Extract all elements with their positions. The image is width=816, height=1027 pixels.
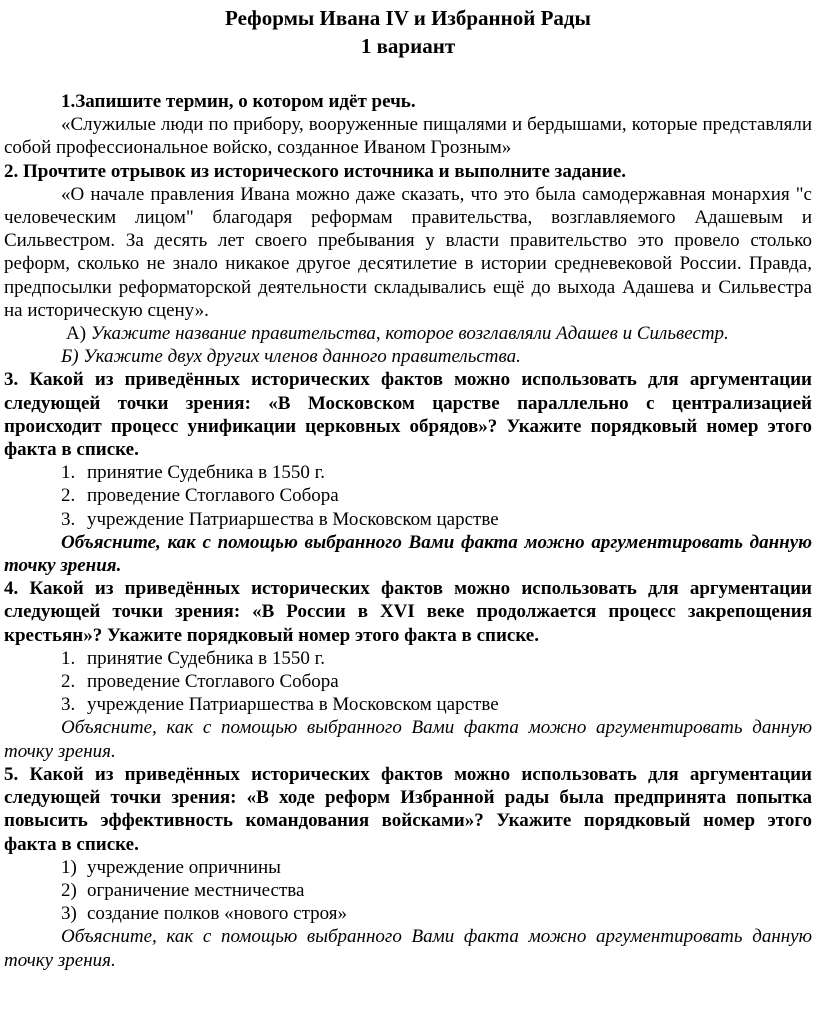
list-item-number: 1. <box>61 647 76 669</box>
list-item <box>4 670 812 693</box>
list-item-number: 1) <box>61 856 77 878</box>
q3-explain: Объясните, как с помощью выбранного Вами факта можно аргументировать данную точку зрения. <box>4 531 812 577</box>
list-item-text: ограничение местничества <box>87 879 305 901</box>
list-item-text: принятие Судебника в 1550 г. <box>87 647 326 669</box>
q4-heading: 4. Какой из приведённых исторических фактов можно использовать для аргументации следующей точки зрения: «В России в XVI веке продолжается процесс закрепощения крестьян»? Укажите порядковый номер этого факта в списке. <box>4 578 812 646</box>
q5-heading: 5. Какой из приведённых исторических фактов можно использовать для аргументации следующей точки зрения: «В ходе реформ Избранной рады была предпринята попытка повысить эффективность командования войсками»? Укажите порядковый номер этого факта в списке. <box>4 763 812 855</box>
list-item-number: 3. <box>61 694 76 716</box>
list-item-text: проведение Стоглавого Собора <box>87 485 339 507</box>
list-item-number: 3) <box>61 903 77 925</box>
list-item-text: учреждение опричнины <box>87 856 281 878</box>
q1-text: «Служилые люди по прибору, вооруженные пищалями и бердышами, которые представляли собой профессиональное войско, созданное Иваном Грозным» <box>4 114 812 159</box>
list-item-text: проведение Стоглавого Собора <box>87 671 339 693</box>
list-item <box>4 693 812 716</box>
list-item-text: принятие Судебника в 1550 г. <box>87 462 326 484</box>
q2-task-a <box>4 322 812 345</box>
list-item-number: 2) <box>61 879 77 901</box>
q3-heading: 3. Какой из приведённых исторических фактов можно использовать для аргументации следующей точки зрения: «В Московском царстве параллельно с централизацией происходит процесс унификации церковных обрядов»? Укажите порядковый номер этого факта в списке. <box>4 369 812 461</box>
q1-heading: 1.Запишите термин, о котором идёт речь. <box>61 91 416 112</box>
q4-fact-list <box>4 647 812 717</box>
list-item <box>4 647 812 670</box>
list-item-number: 1. <box>61 462 76 484</box>
list-item <box>4 902 812 925</box>
list-item <box>4 508 812 531</box>
q2-task-b: Б) Укажите двух других членов данного правительства. <box>61 346 521 368</box>
page-title: Реформы Ивана IV и Избранной Рады <box>225 6 591 30</box>
q4-explain: Объясните, как с помощью выбранного Вами факта можно аргументировать данную точку зрения. <box>4 717 812 762</box>
q2-heading: 2. Прочтите отрывок из исторического источника и выполните задание. <box>4 160 627 182</box>
list-item <box>4 879 812 902</box>
q2-task-a-label: А) <box>66 323 87 345</box>
q3-fact-list <box>4 461 812 531</box>
list-item <box>4 461 812 484</box>
q5-fact-list <box>4 856 812 926</box>
list-item <box>4 856 812 879</box>
list-item-number: 2. <box>61 671 76 693</box>
q5-explain: Объясните, как с помощью выбранного Вами факта можно аргументировать данную точку зрения. <box>4 926 812 971</box>
list-item-text: создание полков «нового строя» <box>87 903 348 925</box>
document-title-block <box>4 0 812 60</box>
q2-task-a-text: Укажите название правительства, которое возглавляли Адашев и Сильвестр. <box>86 323 729 345</box>
list-item <box>4 484 812 507</box>
q2-text: «О начале правления Ивана можно даже сказать, что это была самодержавная монархия "с человеческим лицом" благодаря реформам правительства, возглавляемого Адашевым и Сильвестром. За десять лет своего пребывания у власти правительство это провело столько реформ, сколько не знало никакое другое десятилетие в истории средневековой России. Правда, предпосылки реформаторской деятельности складывались ещё до выхода Адашева и Сильвестра на историческую сцену». <box>4 183 812 321</box>
list-item-text: учреждение Патриаршества в Московском царстве <box>87 508 499 530</box>
list-item-number: 2. <box>61 485 76 507</box>
list-item-text: учреждение Патриаршества в Московском царстве <box>87 694 499 716</box>
list-item-number: 3. <box>61 508 76 530</box>
page-subtitle: 1 вариант <box>360 34 456 58</box>
